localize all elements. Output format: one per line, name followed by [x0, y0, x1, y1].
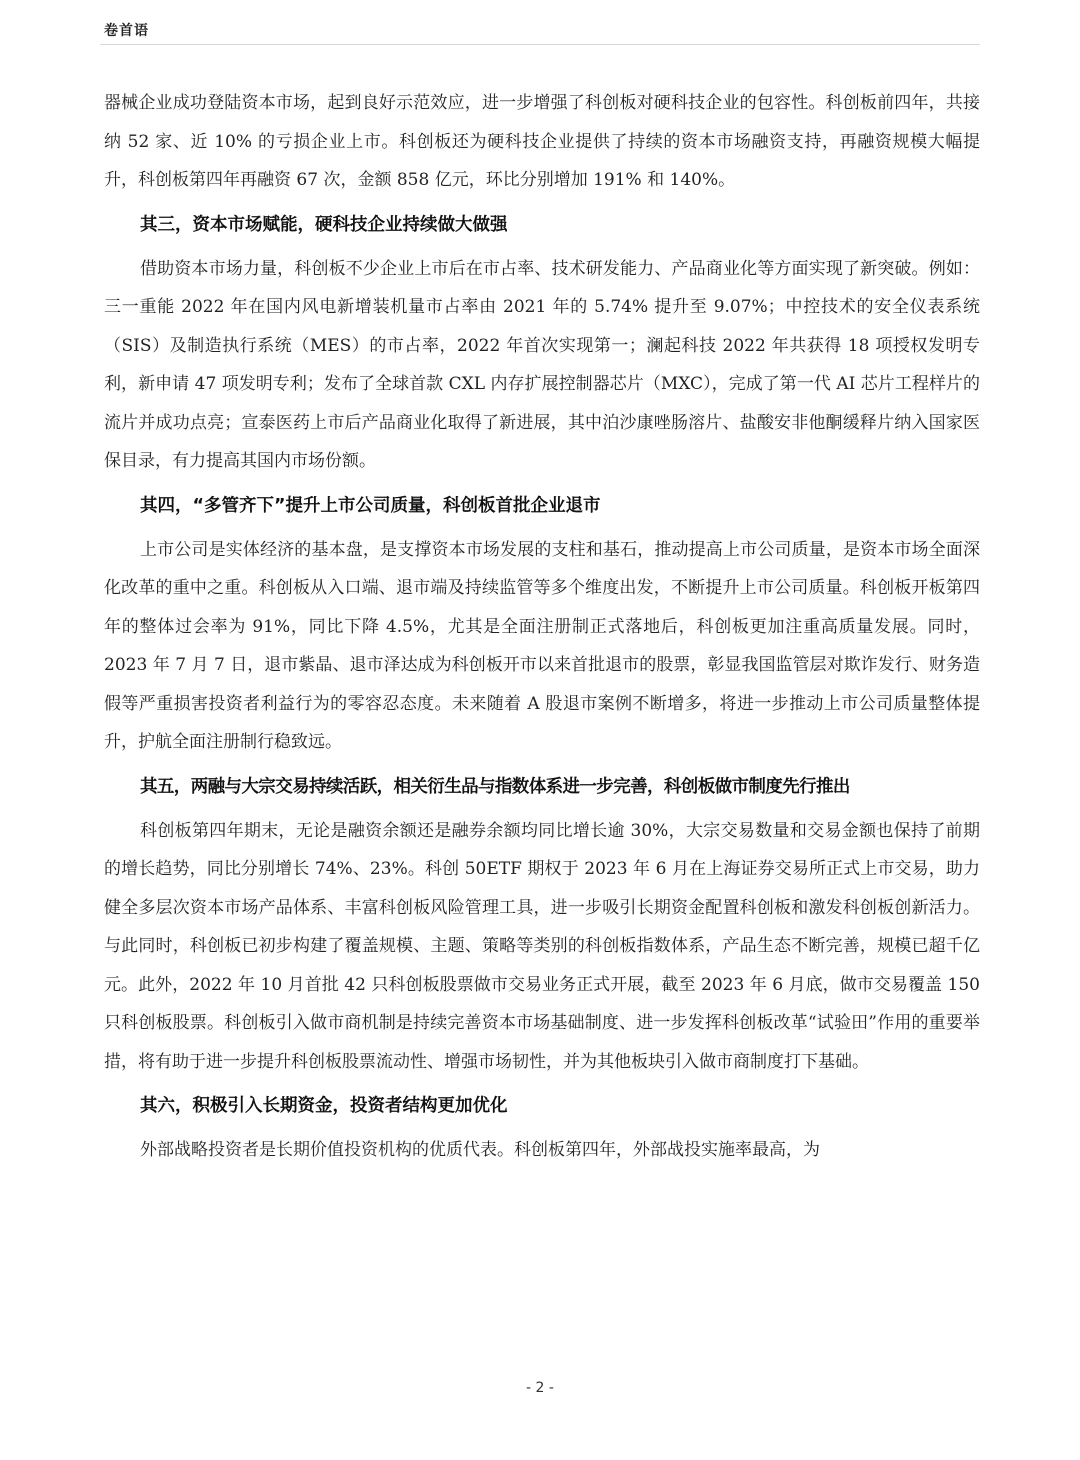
page-number: - 2 - [526, 1380, 554, 1396]
paragraph-continued: 器械企业成功登陆资本市场，起到良好示范效应，进一步增强了科创板对硬科技企业的包容性。科创板前四年，共接纳 52 家、近 10% 的亏损企业上市。科创板还为硬科技企业提供了持续的资本市场融资支持，再融资规模大幅提升，科创板第四年再融资 67 次，金额 858 亿元，环比分别增加 191% 和 140%。 [104, 93, 980, 190]
paragraph-section-5: 科创板第四年期末，无论是融资余额还是融券余额均同比增长逾 30%，大宗交易数量和交易金额也保持了前期的增长趋势，同比分别增长 74%、23%。科创 50ETF 期权于 2023 年 6 月在上海证券交易所正式上市交易，助力健全多层次资本市场产品体系、丰富科创板风险管理工具，进一步吸引长期资金配置科创板和激发科创板创新活力。与此同时，科创板已初步构建了覆盖规模、主题、策略等类别的科创板指数体系，产品生态不断完善，规模已超千亿元。此外，2022 年 10 月首批 42 只科创板股票做市交易业务正式开展，截至 2023 年 6 月底，做市交易覆盖 150 只科创板股票。科创板引入做市商机制是持续完善资本市场基础制度、进一步发挥科创板改革“试验田”作用的重要举措，将有助于进一步提升科创板股票流动性、增强市场韧性，并为其他板块引入做市商制度打下基础。 [104, 820, 980, 1072]
paragraph-section-4: 上市公司是实体经济的基本盘，是支撑资本市场发展的支柱和基石，推动提高上市公司质量，是资本市场全面深化改革的重中之重。科创板从入口端、退市端及持续监管等多个维度出发，不断提升上市公司质量。科创板开板第四年的整体过会率为 91%，同比下降 4.5%，尤其是全面注册制正式落地后，科创板更加注重高质量发展。同时，2023 年 7 月 7 日，退市紫晶、退市泽达成为科创板开市以来首批退市的股票，彰显我国监管层对欺诈发行、财务造假等严重损害投资者利益行为的零容忍态度。未来随着 A 股退市案例不断增多，将进一步推动上市公司质量整体提升，护航全面注册制行稳致远。 [104, 539, 980, 752]
article-body [104, 84, 980, 1170]
paragraph-section-3: 借助资本市场力量，科创板不少企业上市后在市占率、技术研发能力、产品商业化等方面实现了新突破。例如：三一重能 2022 年在国内风电新增装机量市占率由 2021 年的 5.74% 提升至 9.07%；中控技术的安全仪表系统（SIS）及制造执行系统（MES）的市占率，2022 年首次实现第一；澜起科技 2022 年共获得 18 项授权发明专利，新申请 47 项发明专利；发布了全球首款 CXL 内存扩展控制器芯片（MXC），完成了第一代 AI 芯片工程样片的流片并成功点亮；宣泰医药上市后产品商业化取得了新进展，其中泊沙康唑肠溶片、盐酸安非他酮缓释片纳入国家医保目录，有力提高其国内市场份额。 [104, 258, 980, 471]
paragraph-section-6: 外部战略投资者是长期价值投资机构的优质代表。科创板第四年，外部战投实施率最高，为 [140, 1140, 820, 1160]
header-divider [100, 44, 980, 45]
section-heading-3: 其三，资本市场赋能，硬科技企业持续做大做强 [140, 214, 508, 235]
section-heading-5: 其五，两融与大宗交易持续活跃，相关衍生品与指数体系进一步完善，科创板做市制度先行推出 [140, 776, 850, 797]
section-heading-4: 其四，“多管齐下”提升上市公司质量，科创板首批企业退市 [140, 495, 601, 516]
section-heading-6: 其六，积极引入长期资金，投资者结构更加优化 [140, 1096, 508, 1116]
running-header: 卷首语 [104, 23, 149, 39]
